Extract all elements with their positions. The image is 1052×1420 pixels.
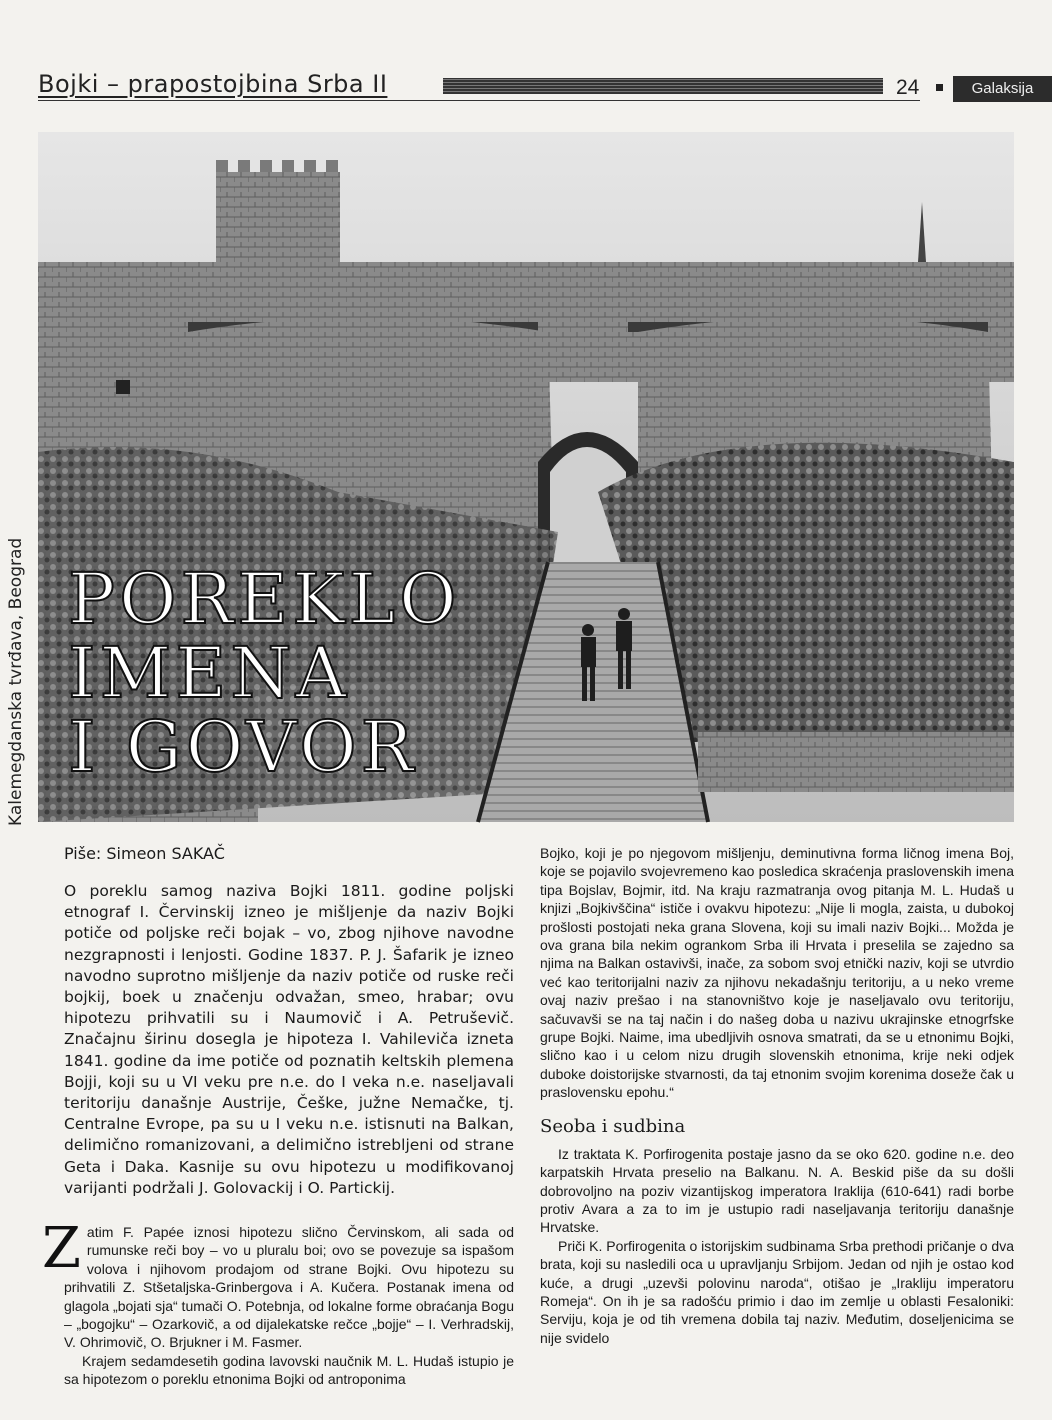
photo-caption: Kalemegdanska tvrđava, Beograd	[6, 537, 26, 826]
body-paragraph: Iz traktata K. Porfirogenita postaje jasno da se oko 620. godine n.e. deo karpatskih Hrvata preselio na Balkanu. N. A. Beskid piše da su došli dobrovoljno na poziv vizantijskog imperatora Iraklija (610-641) radi borbe protiv Avara a za to im je ustupio radi naseljavanja teritoriju današnje Hrvatske.	[540, 1145, 1014, 1236]
headline-line: I GOVOR	[68, 706, 418, 788]
article-column-right	[540, 844, 1014, 1347]
body-paragraph	[42, 1216, 514, 1352]
fortress-photo	[38, 132, 1014, 822]
headline	[68, 558, 461, 788]
body-paragraph: Priči K. Porfirogenita o istorijskim sudbinama Srba prethodi pričanje o dva brata, koji su nasledili oca u upravljanju Srbijom. Jedan od njih je ostao kod kuće, a drugi „uzevši polovinu naroda“, otišao je „Irakliju imperatoru Romeja“. On ih je sa radošću primio i dao im zemlje u oblasti Fesaloniki: Serviju, koja je od tih vremena dobila taj naziv. Međutim, doseljenicima se nije svidelo	[540, 1237, 1014, 1346]
bullet-square-icon	[936, 84, 943, 91]
headline-line: IMENA	[68, 632, 351, 714]
lead-paragraph: O poreklu samog naziva Bojki 1811. godine poljski etnograf I. Červinskij izneo je mišljenje da naziv Bojki potiče od poljske reči bojak – vo, zbog njihove navodne nezgrapnosti i lenjosti. Godine 1837. P. J. Šafarik je izneo navodno suprotno mišljenje da naziv potiče od ruske reči bojkij, boek u značenju odvažan, smeo, hrabar; ovu hipotezu prihvatili su i Naumovič i A. Petruševič. Značajnu širinu dosegla je hipoteza I. Vahileviča izneta 1841. godine da ime potiče od poznatih keltskih plemena Bojji, koji su u VI veku pre n.e. do I veka n.e. naseljavali teritoriju današnje Austrije, Češke, južne Nemačke, tj. Centralne Evrope, pa su u I veku n.e. istisnuti na Balkan, delimično romanizovani, a delimično istrebljeni od strane Geta i Daka. Kasnije su ovu hipotezu u modifikovanoj varijanti podržali J. Golovackij i O. Partickij.	[64, 882, 514, 1197]
page-header	[38, 70, 1034, 104]
article-column-left	[42, 838, 514, 1389]
body-paragraph: Krajem sedamdesetih godina lavovski naučnik M. L. Hudaš istupio je sa hipotezom o poreklu etnonima Bojki od antroponima	[64, 1352, 514, 1388]
body-paragraph: Bojko, koji je po njegovom mišljenju, deminutivna forma ličnog imena Boj, koje se pojavilo svojevremeno kao posledica skraćenja praslovenskih imena tipa Bojslav, Bojmir, itd. Na kraju razmatranja ovog pitanja M. L. Hudaš u knjizi „Bojkivščina“ ističe i ovakvu hipotezu: „Nije li mogla, zaista, u dubokoj prošlosti postojati neka grana Slovena, koji su imali naziv Bojki... Možda je ova grana bila nekim ogrankom Srba ili Hrvata i preselila se zajedno sa njima na Balkan ostavivši, inače, za sobom svoj etnički naziv, koji se utvrdio već kao teritorijalni naziv za njihovu nekadašnju teritoriju, a u neko vreme ovaj naziv prešao i na stanovništvo koje je naseljavalo ovu teritoriju, sačuvavši se na taj način i do našeg doba u nazivu ukrajinske etnogrfske grupe Bojki. Naime, ima ubedljivih osnova smatrati, da se u etnonimu Bojki, slično kao i u celom nizu drugih slovenskih etnonima, krije neki odjek duboke doistorijske stvarnosti, da taj etnonim svojim korenima doseže čak u praslovensku epohu.“	[540, 845, 1014, 1101]
header-underline	[38, 100, 920, 101]
section-subheading: Seoba i sudbina	[540, 1115, 686, 1137]
headline-line: POREKLO	[68, 558, 461, 640]
byline: Piše: Simeon SAKAČ	[64, 844, 225, 863]
paragraph-text: atim F. Papée iznosi hipotezu slično Červinskom, ali sada od rumunske reči boy – vo u pluralu boi; ovo se povezuje sa ispašom volova i njihovom prodajom od strane Bojki. Ovu hipotezu su prihvatili Z. Stšetaljska-Grinbergova i A. Kučera. Postanak imena od glagola „bojati sja“ tumači O. Potebnja, od lokalne forme obraćanja Bogu – „bogojku“ – Ozarkovič, a od dijalekatske rečce „bojje“ – I. Verhradskij, V. Ohrimovič, O. Brjukner i M. Fasmer.	[64, 1224, 514, 1351]
drop-cap: Z	[42, 1216, 81, 1282]
header-rule-bar	[443, 78, 883, 94]
section-badge: Galaksija	[953, 76, 1052, 102]
running-title: Bojki – prapostojbina Srba II	[38, 70, 388, 98]
page-number: 24	[896, 76, 920, 99]
